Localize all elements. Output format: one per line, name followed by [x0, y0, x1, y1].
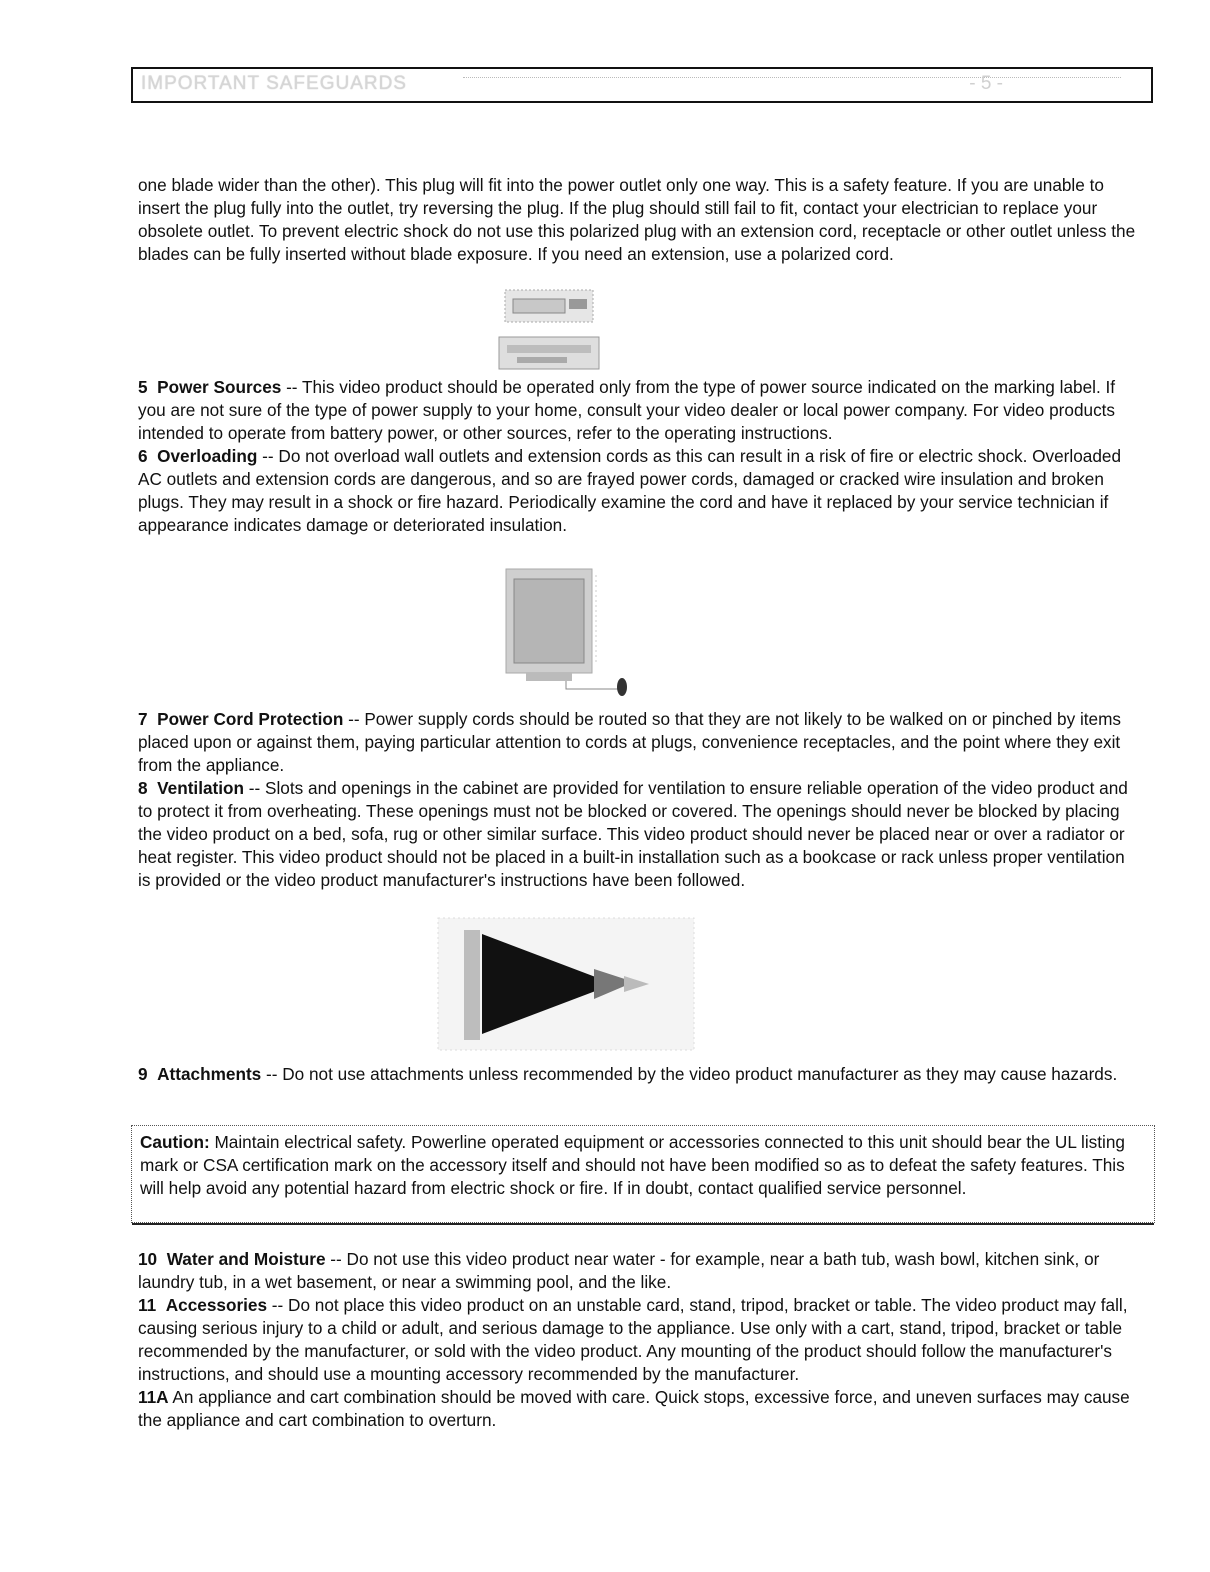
caution-label: Caution:: [140, 1132, 210, 1152]
section-5-title: Power Sources: [157, 377, 282, 397]
sections-5-6: [138, 376, 1138, 537]
section-10-title: Water and Moisture: [166, 1249, 326, 1269]
section-5-number: 5: [138, 377, 148, 397]
intro-block: [138, 174, 1138, 266]
section-7-text: -- Power supply cords should be routed so that they are not likely to be walked on or pinched by items placed upon or against them, paying particular attention to cords at plugs, convenience receptacles, and the point where they exit from the appliance.: [138, 709, 1122, 775]
section-5: [138, 376, 1138, 445]
section-11a-number: 11A: [138, 1387, 169, 1407]
section-9-block: [138, 1063, 1138, 1086]
section-11-text: -- Do not place this video product on an unstable card, stand, tripod, bracket or table. The video product may fall, causing serious injury to a child or adult, and serious damage to the appliance. Use only with a cart, stand, tripod, bracket or table recommended by the manufacturer, or sold with the video product. Any mounting of the product should follow the manufacturer's instructions, and should use a mounting accessory recommended by the manufacturer.: [138, 1295, 1128, 1384]
section-9: [138, 1063, 1138, 1086]
section-6-title: Overloading: [157, 446, 258, 466]
vcr-illustration: [497, 287, 601, 373]
section-6-text: -- Do not overload wall outlets and extension cords as this can result in a risk of fire or electric shock. Overloaded AC outlets and extension cords are dangerous, and so are frayed power cords, damaged or cracked wire insulation and broken plugs. They may result in a shock or fire hazard. Periodically examine the cord and have it replaced by your service technician if appearance indicates damage or deteriorated insulation.: [138, 446, 1122, 535]
section-8: [138, 777, 1138, 892]
section-10: [138, 1248, 1138, 1294]
header-dotted-leader: [463, 77, 1121, 78]
section-11-number: 11: [138, 1295, 157, 1315]
section-9-number: 9: [138, 1064, 148, 1084]
section-6: [138, 445, 1138, 537]
section-10-number: 10: [138, 1249, 158, 1269]
section-11a: [138, 1386, 1138, 1432]
header-title: IMPORTANT SAFEGUARDS: [141, 73, 407, 94]
section-8-title: Ventilation: [157, 778, 245, 798]
section-9-title: Attachments: [157, 1064, 262, 1084]
section-8-text: -- Slots and openings in the cabinet are provided for ventilation to ensure reliable operation of the video product and to protect it from overheating. These openings must not be blocked or covered. The openings should never be blocked by placing the video product on a bed, sofa, rug or other similar surface. This video product should never be placed near or over a radiator or heat register. This video product should not be placed in a built-in installation such as a bookcase or rack unless proper ventilation is provided or the video product manufacturer's instructions have been followed.: [138, 778, 1128, 890]
section-7-number: 7: [138, 709, 148, 729]
ventilation-illustration: [434, 914, 698, 1054]
caution-paragraph: [140, 1131, 1146, 1200]
section-11-title: Accessories: [165, 1295, 268, 1315]
section-5-text: -- This video product should be operated only from the type of power source indicated on the marking label. If you are not sure of the type of power supply to your home, consult your video dealer or local power company. For video products intended to operate from battery power, or other sources, refer to the operating instructions.: [138, 377, 1116, 443]
section-9-text: -- Do not use attachments unless recommended by the video product manufacturer as they may cause hazards.: [261, 1064, 1118, 1084]
caution-text: Maintain electrical safety. Powerline operated equipment or accessories connected to this unit should bear the UL listing mark or CSA certification mark on the accessory itself and should not have been modified so as to defeat the safety features. This will help avoid any potential hazard from electric shock or fire. If in doubt, contact qualified service personnel.: [140, 1132, 1125, 1198]
section-7-title: Power Cord Protection: [157, 709, 344, 729]
intro-paragraph: one blade wider than the other). This plug will fit into the power outlet only one way. This is a safety feature. If you are unable to insert the plug fully into the outlet, try reversing the plug. If the plug should still fail to fit, contact your electrician to replace your obsolete outlet. To prevent electric shock do not use this polarized plug with an extension cord, receptacle or other outlet unless the blades can be fully inserted without blade exposure. If you need an extension, use a polarized cord.: [138, 175, 1136, 264]
section-11: [138, 1294, 1138, 1386]
caution-bottom-rule: [132, 1223, 1154, 1225]
section-8-number: 8: [138, 778, 148, 798]
sections-10-11: [138, 1248, 1138, 1432]
header-box: [131, 67, 1153, 103]
section-11a-text: An appliance and cart combination should be moved with care. Quick stops, excessive force, and uneven surfaces may cause the appliance and cart combination to overturn.: [138, 1387, 1130, 1430]
section-6-number: 6: [138, 446, 148, 466]
section-10-text: -- Do not use this video product near water - for example, near a bath tub, wash bowl, kitchen sink, or laundry tub, in a wet basement, or near a swimming pool, and the like.: [138, 1249, 1100, 1292]
page-number: - 5 -: [969, 73, 1003, 94]
caution-box: [131, 1125, 1155, 1223]
sections-7-8: [138, 708, 1138, 892]
monitor-cord-illustration: [496, 565, 636, 705]
section-7: [138, 708, 1138, 777]
